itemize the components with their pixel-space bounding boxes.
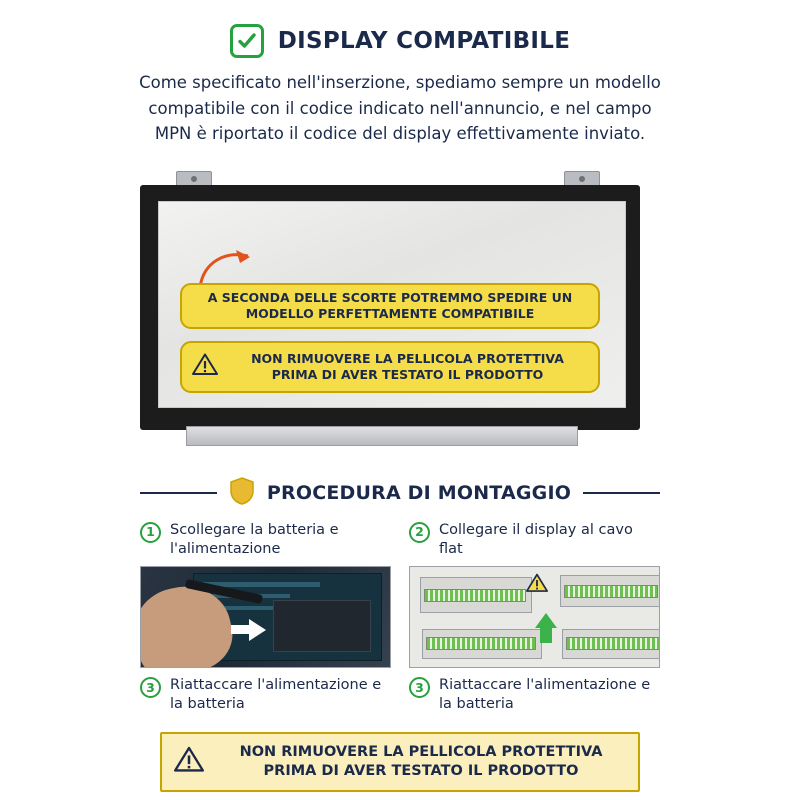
check-square-icon (230, 24, 264, 58)
footer-warning-text: NON RIMUOVERE LA PELLICOLA PROTETTIVA PRIMA DI AVER TESTATO IL PRODOTTO (239, 744, 603, 780)
step-item (409, 676, 660, 714)
laptop-internals-photo (140, 566, 391, 668)
step-number: 3 (140, 677, 161, 698)
step-text: Collegare il display al cavo flat (439, 521, 633, 557)
warning-triangle-icon (174, 746, 204, 779)
battery (273, 600, 371, 652)
divider-right (583, 492, 660, 494)
film-notice (180, 341, 600, 393)
step-item (409, 521, 660, 559)
step-number: 3 (409, 677, 430, 698)
stock-notice-text: A SECONDA DELLE SCORTE POTREMMO SPEDIRE UN MODELLO PERFETTAMENTE COMPATIBILE (207, 290, 573, 321)
display-panel-illustration (140, 161, 660, 461)
insert-arrow-tail (540, 627, 552, 643)
procedure-header (140, 477, 660, 509)
warning-triangle-icon (192, 353, 218, 380)
flat-cable (564, 585, 658, 598)
panel-bottom-strip (186, 426, 578, 446)
step-item (140, 521, 391, 559)
step-text: Scollegare la batteria e l'alimentazione (170, 521, 339, 557)
flat-cable (566, 637, 660, 650)
film-notice-text: NON RIMUOVERE LA PELLICOLA PROTETTIVA PRIMA DI AVER TESTATO IL PRODOTTO (251, 351, 564, 382)
step-number: 1 (140, 522, 161, 543)
step-text: Riattaccare l'alimentazione e la batteria (170, 677, 382, 713)
footer-warning-banner (160, 732, 640, 792)
direction-arrow-icon (249, 619, 266, 641)
divider-left (140, 492, 217, 494)
header (230, 24, 570, 58)
step-number: 2 (409, 522, 430, 543)
insert-arrow-icon (535, 613, 557, 628)
flat-cable (424, 589, 526, 602)
procedure-steps (140, 521, 660, 714)
flat-cable (426, 637, 536, 650)
flat-cable-connector-photo (409, 566, 660, 668)
page-title: DISPLAY COMPATIBILE (277, 28, 571, 54)
direction-arrow-tail (231, 625, 251, 634)
warning-triangle-icon (526, 573, 548, 597)
shield-icon (229, 477, 255, 509)
procedure-title: PROCEDURA DI MONTAGGIO (266, 481, 572, 504)
step-text: Riattaccare l'alimentazione e la batteria (439, 677, 651, 713)
stock-notice (180, 283, 600, 329)
intro-text: Come specificato nell'inserzione, spediamo sempre un modello compatibile con il codice indicato nell'annuncio, e nel campo MPN è riportato il codice del display effettivamente inviato. (139, 73, 661, 144)
step-item (140, 676, 391, 714)
